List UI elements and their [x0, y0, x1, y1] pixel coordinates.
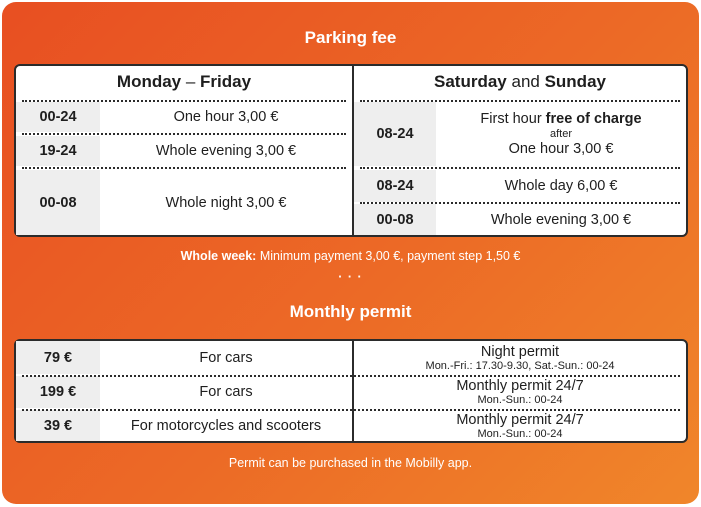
weekday-price-3: Whole night 3,00 €: [165, 194, 287, 211]
permit-type-2: For cars: [199, 384, 253, 400]
permit-type-3: For motorcycles and scooters: [130, 417, 322, 434]
permit-type-1: For cars: [199, 349, 253, 366]
weekend-time-3: 00-08: [354, 204, 436, 235]
section-separator: · · ·: [338, 270, 363, 284]
monthly-permit-table: [14, 339, 688, 443]
weekday-time-3: 00-08: [16, 170, 100, 235]
weekend-time-2: 08-24: [354, 170, 436, 202]
weekend-price-2: Whole day 6,00 €: [504, 178, 618, 194]
weekday-time-2: 19-24: [16, 136, 100, 166]
weekday-header: Monday – Friday: [116, 72, 252, 91]
parking-fee-title: Parking fee: [304, 28, 397, 47]
weekend-price-3: Whole evening 3,00 €: [490, 211, 632, 228]
permit-price-3: 39 €: [16, 410, 100, 441]
parking-fee-table: [14, 64, 688, 237]
weekend-price-1: First hour free of charge after One hour 3,00 €: [480, 110, 642, 157]
permit-detail-3: Monthly permit 24/7 Mon.-Sun.: 00-24: [456, 411, 584, 440]
permit-detail-1: Night permit Mon.-Fri.: 17.30-9.30, Sat.-Sun.: 00-24: [425, 343, 615, 372]
permit-price-2: 199 €: [16, 376, 100, 408]
weekday-price-2: Whole evening 3,00 €: [155, 143, 297, 159]
permit-price-1: 79 €: [16, 341, 100, 374]
whole-week-note: Whole week: Minimum payment 3,00 €, payment step 1,50 €: [180, 249, 521, 263]
weekday-time-1: 00-24: [16, 102, 100, 132]
weekend-header: Saturday and Sunday: [434, 72, 606, 91]
monthly-permit-title: Monthly permit: [289, 302, 412, 321]
weekday-price-1: One hour 3,00 €: [173, 109, 279, 125]
permit-footer-note: Permit can be purchased in the Mobilly app.: [228, 456, 473, 470]
permit-detail-2: Monthly permit 24/7 Mon.-Sun.: 00-24: [456, 378, 584, 406]
weekend-time-1: 08-24: [354, 102, 436, 166]
